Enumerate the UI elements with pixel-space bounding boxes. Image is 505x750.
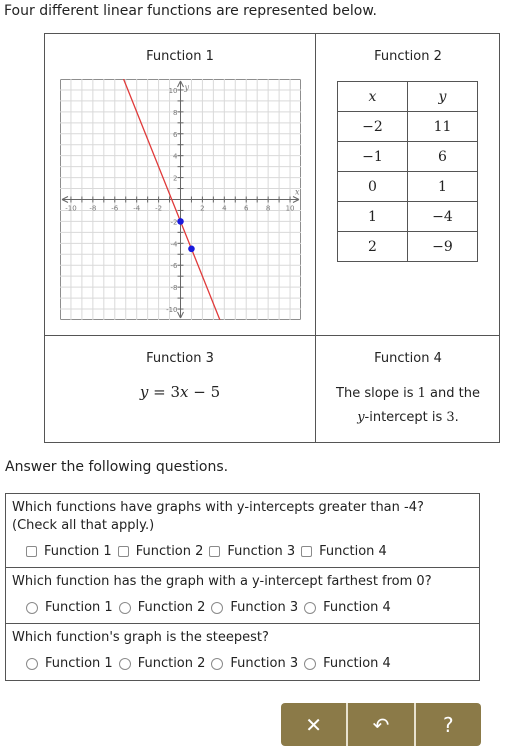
y-tick-label: -10 xyxy=(166,306,178,315)
q1-option-1[interactable] xyxy=(26,544,112,559)
desc-y: y xyxy=(357,410,365,425)
question-3-text: Which function's graph is the steepest? xyxy=(12,630,269,645)
option-label: Function 2 xyxy=(135,544,204,559)
table-cell: 0 xyxy=(338,172,408,202)
x-tick-label: -8 xyxy=(89,204,97,213)
desc-text: -intercept is xyxy=(364,410,447,425)
desc-slope: 1 xyxy=(417,386,426,401)
q1-option-3[interactable] xyxy=(209,544,295,559)
help-icon: ? xyxy=(443,712,454,737)
question-divider xyxy=(6,567,479,568)
question-2-options xyxy=(26,600,397,615)
y-tick-label: 10 xyxy=(168,86,178,95)
radio[interactable] xyxy=(211,602,223,614)
desc-intercept: 3 xyxy=(446,410,455,425)
help-button[interactable] xyxy=(414,703,481,746)
question-1-text: Which functions have graphs with y-intercepts greater than -4? xyxy=(12,500,424,515)
x-tick-label: 8 xyxy=(265,204,271,213)
option-label: Function 4 xyxy=(323,600,391,615)
function-1-title: Function 1 xyxy=(146,49,214,64)
table-header-x: x xyxy=(338,82,408,112)
option-label: Function 2 xyxy=(137,600,206,615)
close-icon: ✕ xyxy=(305,712,323,737)
table-cell: 11 xyxy=(408,112,478,142)
x-axis-label: x xyxy=(295,187,300,197)
eq-y: y xyxy=(139,383,149,401)
q3-option-3[interactable] xyxy=(211,656,298,671)
function-3-title: Function 3 xyxy=(146,351,214,366)
checkbox[interactable] xyxy=(26,546,37,557)
y-tick-label: 8 xyxy=(173,108,178,117)
questions-box xyxy=(5,493,480,681)
q3-option-2[interactable] xyxy=(119,656,206,671)
radio[interactable] xyxy=(304,602,316,614)
x-tick-label: 2 xyxy=(200,204,205,213)
y-tick-label: -6 xyxy=(170,262,178,271)
table-row xyxy=(338,172,478,202)
q2-option-3[interactable] xyxy=(211,600,298,615)
option-label: Function 1 xyxy=(45,656,113,671)
question-1 xyxy=(6,499,479,535)
option-label: Function 3 xyxy=(230,656,299,671)
q1-option-2[interactable] xyxy=(118,544,204,559)
radio[interactable] xyxy=(119,658,131,670)
y-tick-label: 2 xyxy=(173,174,178,183)
checkbox[interactable] xyxy=(301,546,312,557)
option-label: Function 3 xyxy=(227,544,296,559)
q3-option-4[interactable] xyxy=(304,656,391,671)
desc-text: and the xyxy=(425,386,480,401)
function-1-graph xyxy=(60,79,301,320)
radio[interactable] xyxy=(119,602,131,614)
table-header-y: y xyxy=(408,82,478,112)
y-tick-label: -8 xyxy=(170,284,178,293)
y-tick-label: 4 xyxy=(173,152,178,161)
graph-point xyxy=(188,245,195,252)
option-label: Function 4 xyxy=(323,656,391,671)
radio[interactable] xyxy=(211,658,223,670)
answer-prompt: Answer the following questions. xyxy=(5,459,229,475)
table-row xyxy=(338,112,478,142)
function-1-cell xyxy=(45,34,316,336)
table-cell: −9 xyxy=(408,232,478,262)
question-3-options xyxy=(26,656,397,671)
function-2-cell xyxy=(316,34,500,336)
question-divider xyxy=(6,623,479,624)
checkbox[interactable] xyxy=(209,546,220,557)
function-2-title: Function 2 xyxy=(374,49,442,64)
table-row xyxy=(338,142,478,172)
option-label: Function 4 xyxy=(319,544,387,559)
radio[interactable] xyxy=(26,602,38,614)
eq-equals: = 3 xyxy=(148,383,180,401)
eq-x: x xyxy=(180,383,189,401)
radio[interactable] xyxy=(26,658,38,670)
desc-text: The slope is xyxy=(336,386,418,401)
question-2-text: Which function has the graph with a y-intercept farthest from 0? xyxy=(12,574,432,589)
question-1-options xyxy=(26,544,393,559)
table-row xyxy=(338,202,478,232)
x-tick-label: -2 xyxy=(155,204,163,213)
table-row xyxy=(338,232,478,262)
intro-text: Four different linear functions are represented below. xyxy=(4,3,377,19)
desc-text: . xyxy=(454,410,459,425)
checkbox[interactable] xyxy=(118,546,129,557)
table-cell: −4 xyxy=(408,202,478,232)
y-tick-label: -2 xyxy=(170,218,178,227)
x-tick-label: -4 xyxy=(133,204,141,213)
q1-option-4[interactable] xyxy=(301,544,387,559)
undo-button[interactable] xyxy=(346,703,413,746)
table-cell: 1 xyxy=(408,172,478,202)
undo-icon: ↶ xyxy=(372,712,390,737)
table-cell: 1 xyxy=(338,202,408,232)
x-tick-label: 6 xyxy=(243,204,249,213)
radio[interactable] xyxy=(304,658,316,670)
graph-point xyxy=(177,218,184,225)
q2-option-1[interactable] xyxy=(26,600,113,615)
y-axis-label: y xyxy=(184,83,190,92)
table-cell: 2 xyxy=(338,232,408,262)
question-2 xyxy=(6,573,479,591)
x-tick-label: 10 xyxy=(285,204,295,213)
table-header-row xyxy=(338,82,478,112)
option-label: Function 1 xyxy=(45,600,113,615)
x-tick-label: -6 xyxy=(111,204,119,213)
q3-option-1[interactable] xyxy=(26,656,113,671)
option-label: Function 1 xyxy=(44,544,112,559)
table-cell: −1 xyxy=(338,142,408,172)
close-button[interactable] xyxy=(281,703,346,746)
function-4-title: Function 4 xyxy=(374,351,442,366)
function-2-table xyxy=(337,81,478,262)
y-tick-label: 6 xyxy=(173,130,178,139)
x-tick-label: 4 xyxy=(222,204,227,213)
function-3-equation xyxy=(45,383,315,401)
option-label: Function 3 xyxy=(230,600,299,615)
x-tick-label: -10 xyxy=(65,204,77,213)
option-label: Function 2 xyxy=(137,656,206,671)
function-3-cell xyxy=(45,336,316,443)
action-button-bar xyxy=(281,703,481,746)
function-4-description xyxy=(316,382,500,430)
table-cell: −2 xyxy=(338,112,408,142)
question-1-text2: (Check all that apply.) xyxy=(12,518,155,533)
functions-grid xyxy=(44,33,500,443)
eq-tail: − 5 xyxy=(188,383,221,401)
y-tick-label: -4 xyxy=(170,240,178,249)
q2-option-2[interactable] xyxy=(119,600,206,615)
question-3 xyxy=(6,629,479,647)
q2-option-4[interactable] xyxy=(304,600,391,615)
table-cell: 6 xyxy=(408,142,478,172)
function-4-cell xyxy=(316,336,500,443)
